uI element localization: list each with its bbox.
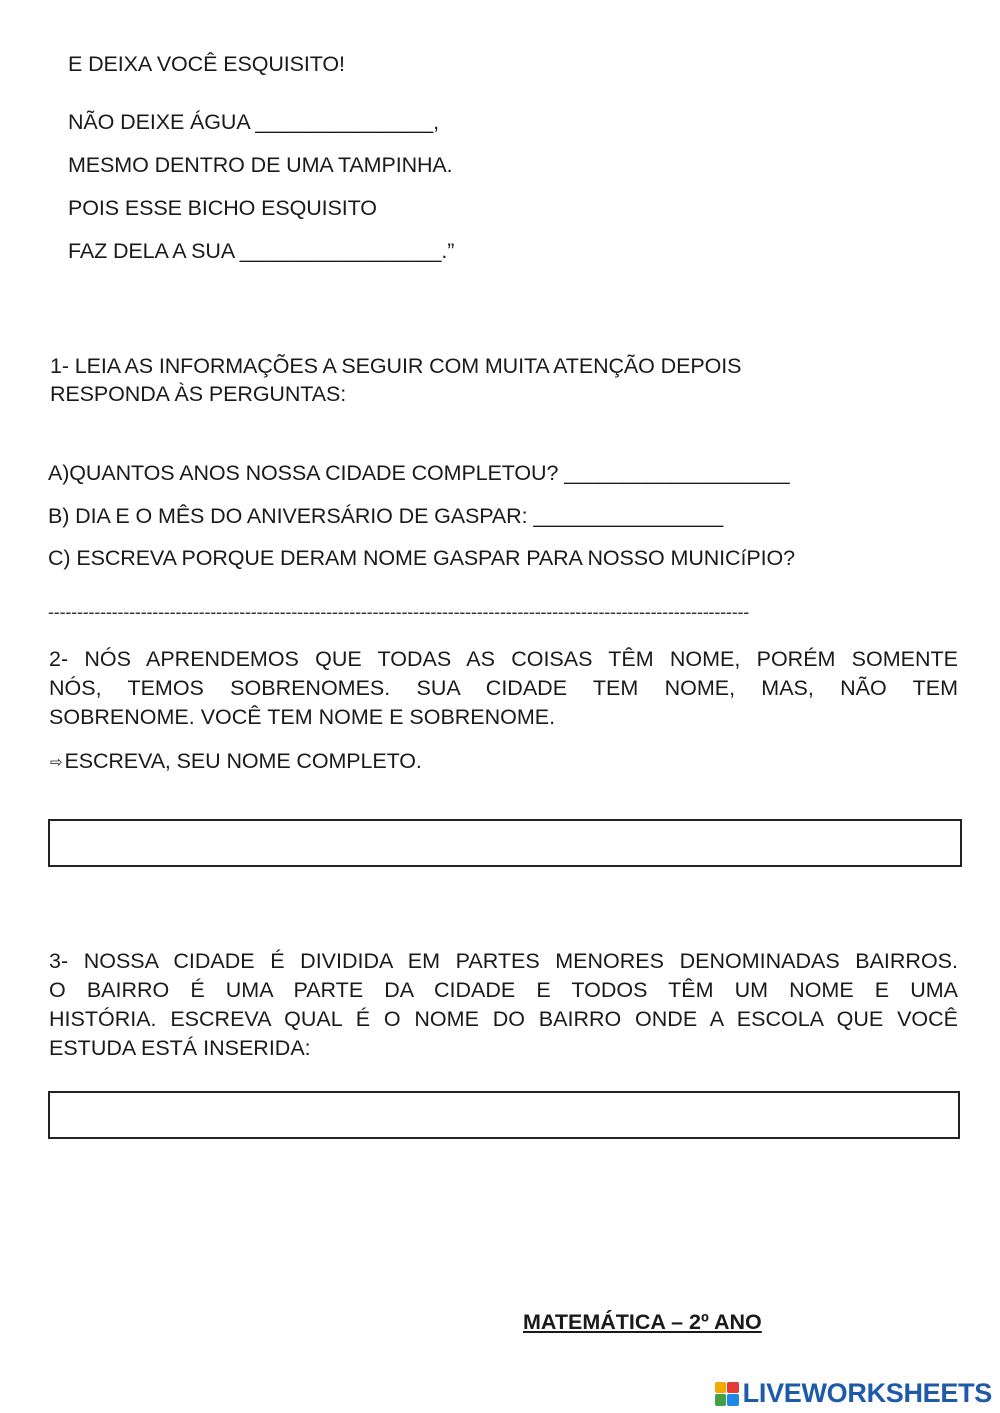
q3-paragraph <box>49 947 958 1063</box>
liveworksheets-logo-icon <box>715 1382 739 1406</box>
poem-line-3: MESMO DENTRO DE UMA TAMPINHA. <box>68 153 453 177</box>
q2-line-3: SOBRENOME. VOCÊ TEM NOME E SOBRENOME. <box>49 705 556 729</box>
q3-line-2: O BAIRRO É UMA PARTE DA CIDADE E TODOS TÊM UM NOME E UMA <box>49 978 958 1002</box>
q2-paragraph <box>49 645 958 732</box>
arrow-right-icon: ⇨ <box>50 754 63 771</box>
q1-intro-line-2: RESPONDA ÀS PERGUNTAS: <box>50 382 347 406</box>
poem-line-4: POIS ESSE BICHO ESQUISITO <box>68 196 377 220</box>
poem-line-5: FAZ DELA A SUA _________________.” <box>68 239 455 263</box>
q1-item-a: A)QUANTOS ANOS NOSSA CIDADE COMPLETOU? ___________________ <box>48 461 790 485</box>
dashed-divider: ------------------------------------------------------------------------------------------------------------------------- <box>48 602 750 622</box>
q3-line-4: ESTUDA ESTÁ INSERIDA: <box>49 1036 311 1060</box>
q1-item-c: C) ESCREVA PORQUE DERAM NOME GASPAR PARA NOSSO MUNICíPIO? <box>48 546 795 570</box>
poem-line-1: E DEIXA VOCÊ ESQUISITO! <box>68 52 345 76</box>
neighborhood-answer-box[interactable] <box>48 1091 960 1139</box>
q3-line-1: 3- NOSSA CIDADE É DIVIDIDA EM PARTES MENORES DENOMINADAS BAIRROS. <box>49 949 958 973</box>
poem-line-2: NÃO DEIXE ÁGUA _______________, <box>68 110 440 134</box>
q2-instruction <box>50 749 422 774</box>
q2-instruction-text: ESCREVA, SEU NOME COMPLETO. <box>64 749 422 773</box>
q2-line-2: NÓS, TEMOS SOBRENOMES. SUA CIDADE TEM NOME, MAS, NÃO TEM <box>49 676 958 700</box>
q2-line-1: 2- NÓS APRENDEMOS QUE TODAS AS COISAS TÊM NOME, PORÉM SOMENTE <box>49 647 958 671</box>
q1-intro-line-1: 1- LEIA AS INFORMAÇÕES A SEGUIR COM MUITA ATENÇÃO DEPOIS <box>50 354 742 378</box>
full-name-answer-box[interactable] <box>48 819 962 867</box>
brand-watermark <box>715 1378 992 1409</box>
q3-line-3: HISTÓRIA. ESCREVA QUAL É O NOME DO BAIRRO ONDE A ESCOLA QUE VOCÊ <box>49 1007 958 1031</box>
brand-name: LIVEWORKSHEETS <box>742 1378 992 1408</box>
subject-title: MATEMÁTICA – 2º ANO <box>523 1310 762 1334</box>
q1-item-b: B) DIA E O MÊS DO ANIVERSÁRIO DE GASPAR: ________________ <box>48 504 724 528</box>
